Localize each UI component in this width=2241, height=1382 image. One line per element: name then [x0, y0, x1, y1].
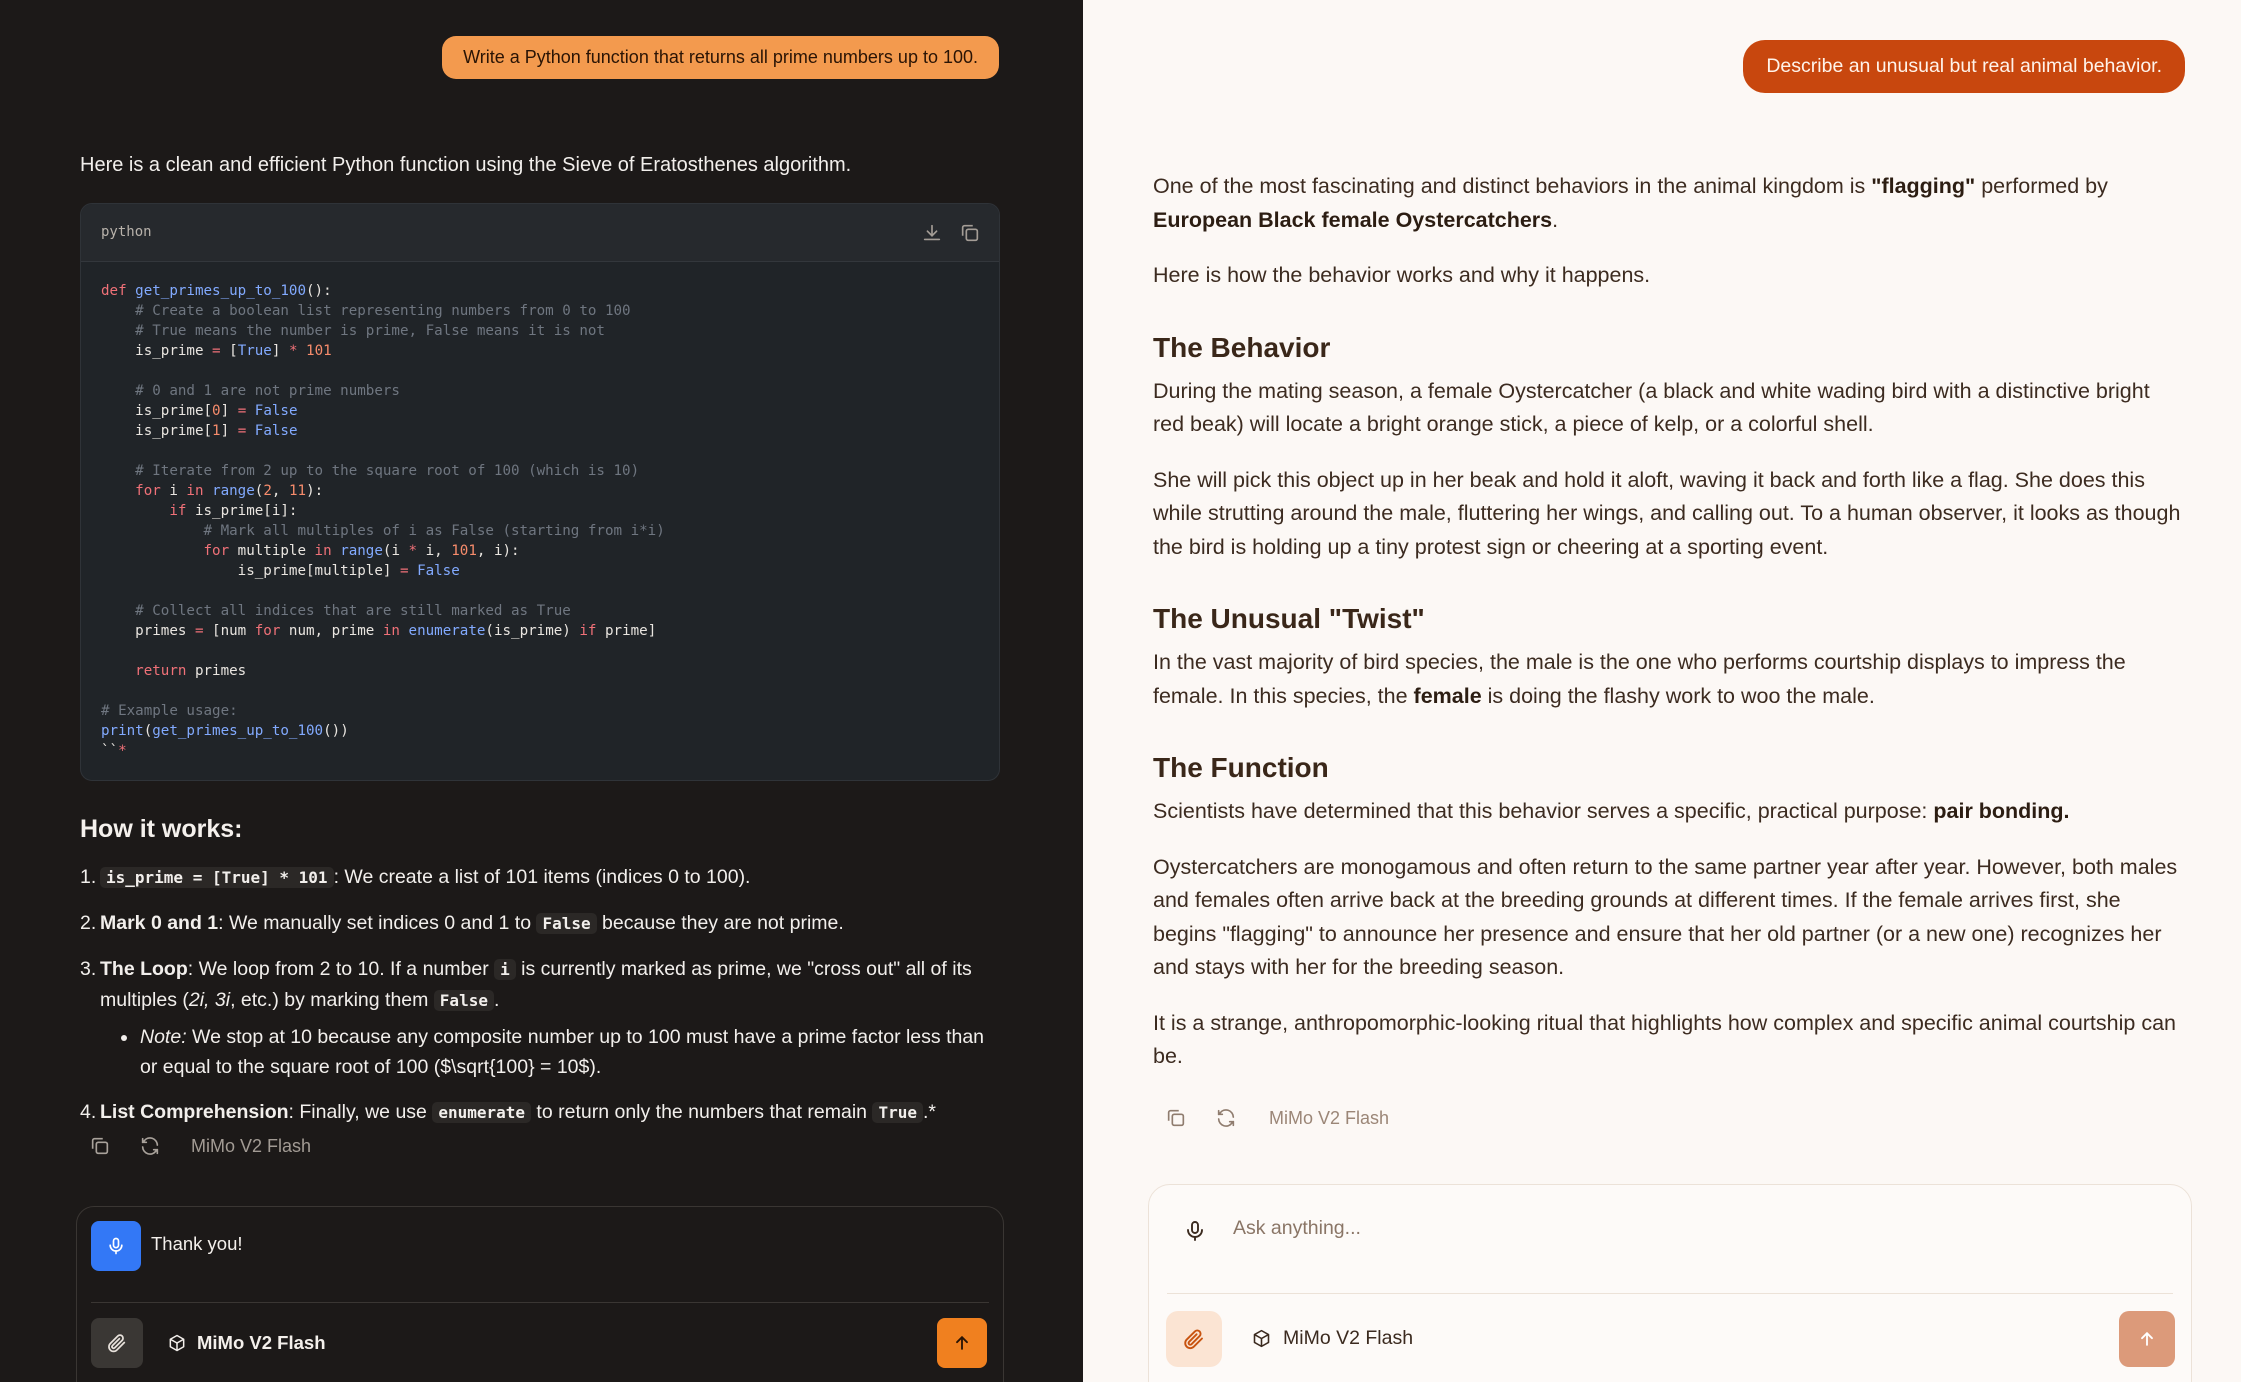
inline-code: False: [536, 913, 596, 934]
copy-code-icon[interactable]: [959, 222, 981, 244]
inline-code: False: [434, 990, 494, 1011]
send-button[interactable]: [2119, 1311, 2175, 1367]
left-chat-panel: [0, 0, 1083, 1382]
paragraph: It is a strange, anthropomorphic-looking ritual that highlights how complex and specific animal courtship can be.: [1153, 1010, 2176, 1068]
arrow-up-icon: [952, 1333, 972, 1353]
how-it-works-list: [80, 862, 995, 1143]
inline-code: is_prime = [True] * 101: [100, 867, 334, 888]
paragraph: During the mating season, a female Oystercatcher (a black and white wading bird with a distinctive bright red beak) will locate a bright orange stick, a piece of kelp, or a colorful shell.: [1153, 378, 2150, 436]
right-chat-panel: [1083, 0, 2241, 1382]
code-block-header: [81, 204, 999, 262]
paragraph: Oystercatchers are monogamous and often return to the same partner year after year. However, both males and females often arrive back at the breeding grounds at different times. If the female arrives first, she begins "flagging" to announce her presence and ensure that her old partner (or a new one) recognizes her and stays with her for the breeding season.: [1153, 854, 2178, 979]
attach-button[interactable]: [1166, 1311, 1222, 1367]
paperclip-icon: [1182, 1327, 1206, 1351]
how-it-works-heading: How it works:: [80, 815, 243, 843]
model-label: MiMo V2 Flash: [191, 1135, 312, 1156]
copy-icon[interactable]: [89, 1135, 111, 1157]
arrow-up-icon: [2137, 1329, 2157, 1349]
assistant-response: [1153, 170, 2183, 1096]
paragraph: Here is how the behavior works and why it happens.: [1153, 263, 1651, 287]
section-heading: The Behavior: [1153, 331, 1331, 363]
paragraph: She will pick this object up in her beak and hold it aloft, waving it back and forth like a flag. She does this while strutting around the male, fluttering her wings, and calling out. To a human observer, it looks as though the bird is holding up a tiny protest sign or cheering at a sporting event.: [1153, 467, 2181, 559]
inline-code: i: [494, 959, 516, 980]
code-block: [80, 203, 1000, 781]
copy-icon[interactable]: [1165, 1107, 1187, 1129]
message-composer: [76, 1206, 1004, 1382]
regenerate-icon[interactable]: [1215, 1107, 1237, 1129]
message-input[interactable]: Thank you!: [151, 1233, 243, 1254]
list-item: 2. Mark 0 and 1: We manually set indices 0 and 1 to False because they are not prime.: [80, 912, 844, 934]
message-actions: [89, 1135, 311, 1157]
cube-icon: [167, 1333, 187, 1353]
mic-icon[interactable]: [1183, 1219, 1207, 1243]
code-language-label: python: [101, 224, 152, 240]
mic-button[interactable]: [91, 1221, 141, 1271]
attach-button[interactable]: [91, 1318, 143, 1368]
list-item: 3. The Loop: We loop from 2 to 10. If a number i is currently marked as prime, we "cross out" all of its multiples (2i, 3i, etc.) by marking them False . Note: We stop at 10 because any composite number up to 100 must have a prime factor less than or equal to the square root of 100 ($\sqrt{100} = 10$).: [80, 954, 995, 1082]
section-heading: The Function: [1153, 752, 1329, 783]
paperclip-icon: [106, 1332, 128, 1354]
list-item: 1. is_prime = [True] * 101 : We create a list of 101 items (indices 0 to 100).: [80, 866, 751, 888]
message-composer: [1148, 1184, 2192, 1382]
note-bullet: Note: We stop at 10 because any composite number up to 100 must have a prime factor less than or equal to the square root of 100 ($\sqrt{100} = 10$).: [100, 1022, 995, 1082]
mic-icon: [106, 1236, 126, 1256]
inline-code: enumerate: [432, 1102, 531, 1123]
download-icon[interactable]: [921, 222, 943, 244]
send-button[interactable]: [937, 1318, 987, 1368]
inline-code: True: [872, 1102, 923, 1123]
section-heading: The Unusual "Twist": [1153, 603, 1425, 634]
model-selector[interactable]: MiMo V2 Flash: [167, 1332, 326, 1354]
cube-icon: [1251, 1328, 1272, 1349]
user-message-bubble: Describe an unusual but real animal behavior.: [1743, 40, 2185, 93]
model-selector[interactable]: MiMo V2 Flash: [1251, 1327, 1413, 1350]
paragraph: Scientists have determined that this behavior serves a specific, practical purpose: pair bonding.: [1153, 799, 2070, 823]
message-actions: [1165, 1107, 1389, 1129]
composer-divider: [91, 1302, 989, 1303]
composer-divider: [1167, 1293, 2173, 1294]
code-content: def get_primes_up_to_100(): # Create a boolean list representing numbers from 0 to 100 # True means the number is prime, False means it is not is_prime = [True] * 101 # 0 and 1 are not prime numbers is_prime[0] = False is_prime[1] = False # Iterate from 2 up to the square root of 100 (which is 10) for i in range(2, 11): if is_prime[i]: # Mark all multiples of i as False (starting from i*i) for multiple in range(i * i, 101, i): is_prime[multiple] = False # Collect all indices that are still marked as True primes = [num for num, prime in enumerate(is_prime) if prime] return primes # Example usage: print(get_primes_up_to_100()) ``*: [101, 283, 665, 759]
paragraph: In the vast majority of bird species, the male is the one who performs courtship displays to impress the female. In this species, the female is doing the flashy work to woo the male.: [1153, 650, 2126, 708]
user-message-bubble: Write a Python function that returns all prime numbers up to 100.: [442, 36, 999, 79]
message-input[interactable]: Ask anything...: [1233, 1217, 1361, 1239]
paragraph: One of the most fascinating and distinct behaviors in the animal kingdom is "flagging" performed by European Black female Oystercatchers.: [1153, 174, 2108, 232]
model-label: MiMo V2 Flash: [1269, 1107, 1390, 1128]
assistant-intro-text: Here is a clean and efficient Python function using the Sieve of Eratosthenes algorithm.: [80, 154, 852, 176]
regenerate-icon[interactable]: [139, 1135, 161, 1157]
list-item: 4. List Comprehension: Finally, we use enumerate to return only the numbers that remain True .*: [80, 1101, 936, 1123]
